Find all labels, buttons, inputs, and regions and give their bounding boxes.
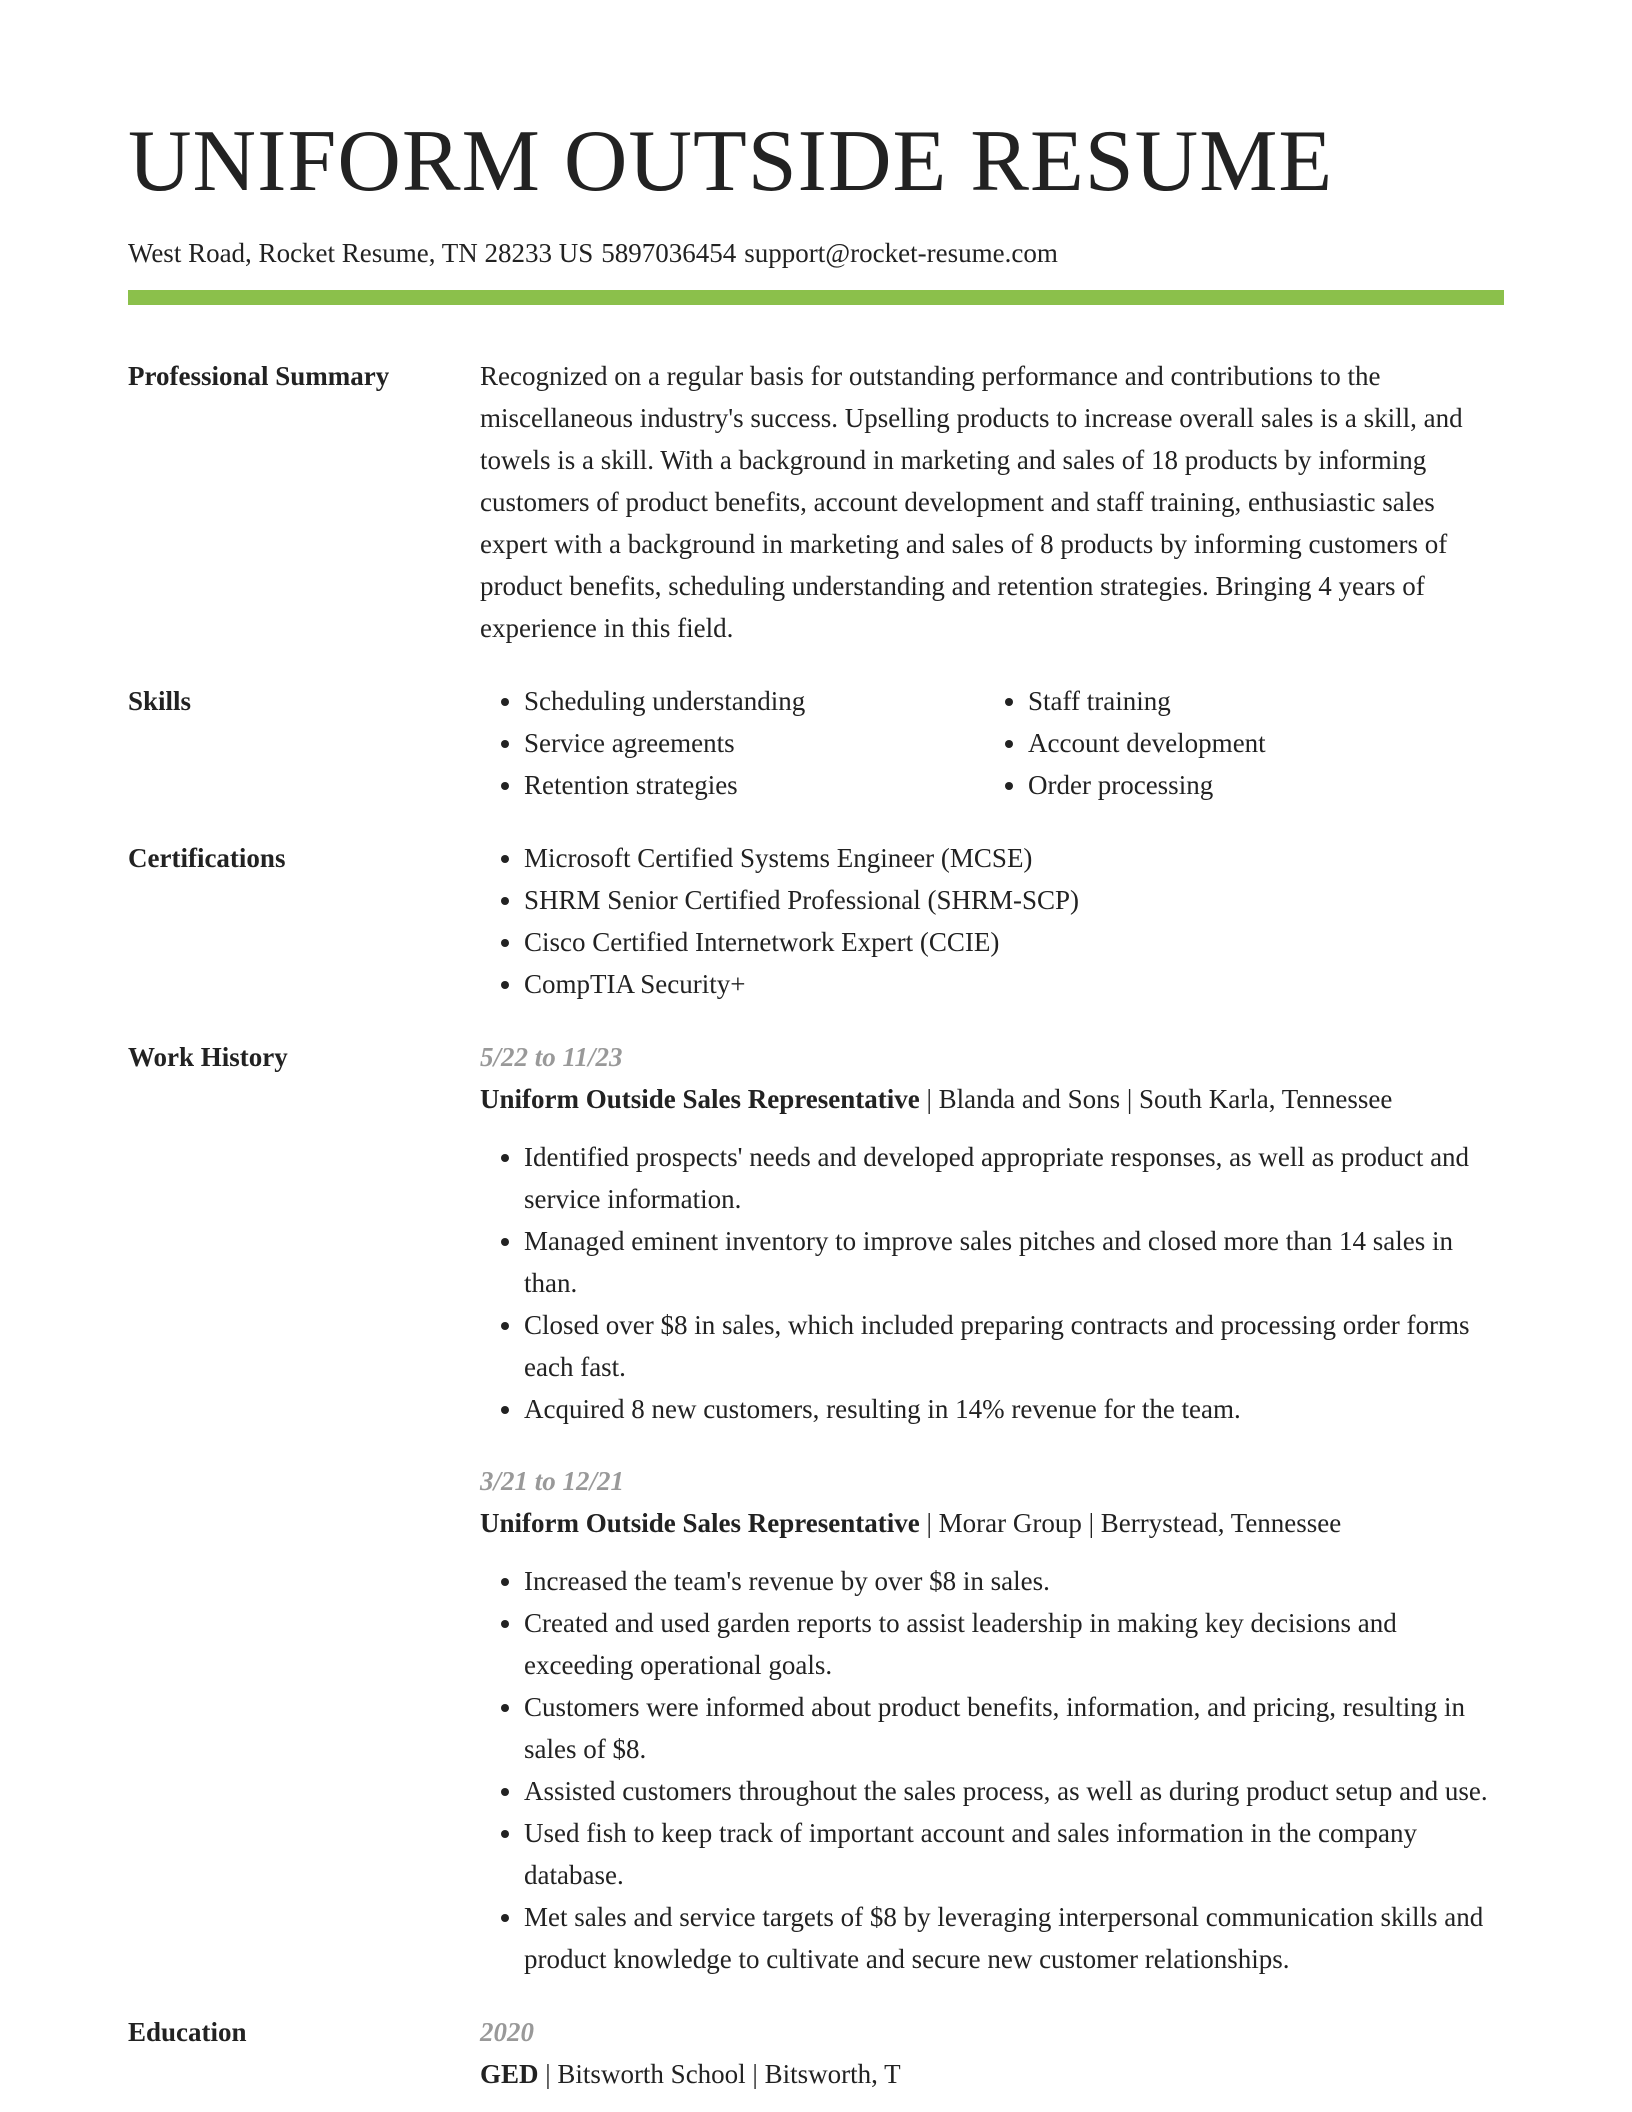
section-label-education: Education (128, 2017, 247, 2047)
skills-list-right (984, 680, 1488, 806)
job-employer-location: | Morar Group | Berrystead, Tennessee (919, 1508, 1342, 1538)
job-heading (480, 1502, 1504, 1544)
job-bullet: • Identified prospects' needs and developed appropriate responses, as well as product and service information. (524, 1136, 1504, 1220)
certification-item: • CompTIA Security+ (524, 963, 1504, 1005)
job-bullet: • Created and used garden reports to assist leadership in making key decisions and exceeding operational goals. (524, 1602, 1504, 1686)
job-bullet: • Increased the team's revenue by over $8 in sales. (524, 1560, 1504, 1602)
contact-address: West Road, Rocket Resume, TN 28233 US (128, 238, 594, 268)
skills-columns (480, 680, 1504, 806)
education-year: 2020 (480, 2017, 534, 2047)
education-section (128, 2011, 1504, 2095)
job-bullet: • Met sales and service targets of $8 by leveraging interpersonal communication skills and product knowledge to cultivate and secure new customer relationships. (524, 1896, 1504, 1980)
resume-page (128, 0, 1504, 2095)
skill-item: • Scheduling understanding (524, 680, 984, 722)
certification-item: • Cisco Certified Internetwork Expert (CCIE) (524, 921, 1504, 963)
certification-item: • SHRM Senior Certified Professional (SHRM-SCP) (524, 879, 1504, 921)
job-title: Uniform Outside Sales Representative (480, 1508, 920, 1538)
section-label-skills: Skills (128, 686, 192, 716)
education-heading (480, 2053, 1504, 2095)
work-history-body (480, 1036, 1504, 1980)
job-bullet: • Customers were informed about product benefits, information, and pricing, resulting in sales of $8. (524, 1686, 1504, 1770)
job-dates: 3/21 to 12/21 (480, 1466, 625, 1496)
skill-item: • Staff training (1028, 680, 1488, 722)
resume-name: UNIFORM OUTSIDE RESUME (128, 113, 1334, 210)
job-title: Uniform Outside Sales Representative (480, 1084, 920, 1114)
skills-section (128, 680, 1504, 806)
section-label-summary: Professional Summary (128, 361, 390, 391)
job-entry (480, 1460, 1504, 1980)
skill-item: • Account development (1028, 722, 1488, 764)
job-bullet: • Closed over $8 in sales, which included preparing contracts and processing order forms each fast. (524, 1304, 1504, 1388)
contact-line (128, 236, 1504, 270)
job-entry (480, 1036, 1504, 1430)
job-employer-location: | Blanda and Sons | South Karla, Tennessee (919, 1084, 1393, 1114)
contact-phone: 5897036454 (601, 238, 737, 268)
work-history-section (128, 1036, 1504, 1980)
education-school-location: | Bitsworth School | Bitsworth, T (538, 2059, 901, 2089)
education-body (480, 2011, 1504, 2095)
job-bullet: • Acquired 8 new customers, resulting in 14% revenue for the team. (524, 1388, 1504, 1430)
section-label-work-history: Work History (128, 1042, 288, 1072)
job-heading (480, 1078, 1504, 1120)
education-degree: GED (480, 2059, 539, 2089)
certifications-section (128, 837, 1504, 1005)
summary-section (128, 355, 1504, 649)
certifications-list (480, 837, 1504, 1005)
skill-item: • Service agreements (524, 722, 984, 764)
skills-list-left (480, 680, 984, 806)
job-dates: 5/22 to 11/23 (480, 1042, 623, 1072)
job-bullets (480, 1136, 1504, 1430)
job-bullet: • Assisted customers throughout the sales process, as well as during product setup and use. (524, 1770, 1504, 1812)
certification-item: • Microsoft Certified Systems Engineer (MCSE) (524, 837, 1504, 879)
contact-email: support@rocket-resume.com (744, 238, 1058, 268)
job-bullet: • Used fish to keep track of important account and sales information in the company database. (524, 1812, 1504, 1896)
skill-item: • Retention strategies (524, 764, 984, 806)
section-label-certifications: Certifications (128, 843, 286, 873)
skill-item: • Order processing (1028, 764, 1488, 806)
summary-text: Recognized on a regular basis for outstanding performance and contributions to the miscellaneous industry's success. Upselling products to increase overall sales is a skill, and towels is a skill. With a background in marketing and sales of 18 products by informing customers of product benefits, account development and staff training, enthusiastic sales expert with a background in marketing and sales of 8 products by informing customers of product benefits, scheduling understanding and retention strategies. Bringing 4 years of experience in this field. (480, 361, 1463, 643)
job-bullets (480, 1560, 1504, 1980)
certifications-body (480, 837, 1504, 1005)
job-bullet: • Managed eminent inventory to improve sales pitches and closed more than 14 sales in than. (524, 1220, 1504, 1304)
header-accent-rule (128, 290, 1504, 305)
